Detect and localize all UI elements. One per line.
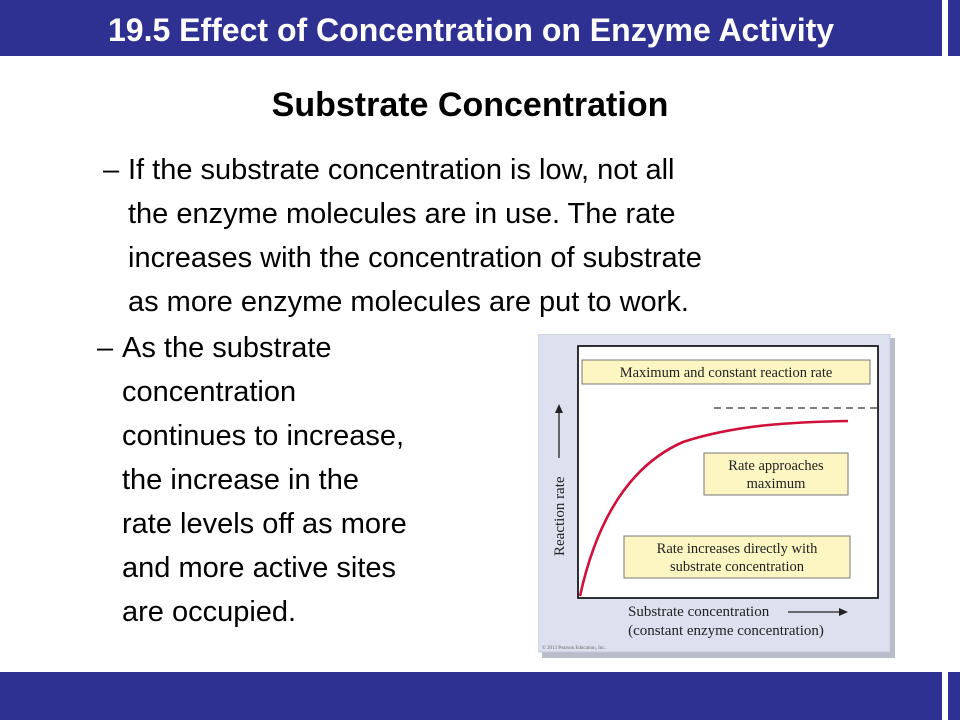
section-heading: Substrate Concentration	[271, 86, 669, 124]
reaction-rate-figure	[538, 334, 895, 658]
bullet-line: and more active sites	[122, 552, 397, 584]
bullet-dash: –	[97, 332, 114, 364]
footer-bar	[0, 672, 942, 720]
callout-approaches-line: maximum	[746, 476, 806, 492]
x-axis-sublabel: (constant enzyme concentration)	[628, 623, 824, 639]
bullet-line: are occupied.	[122, 596, 297, 628]
bullet-line: the enzyme molecules are in use. The rate	[128, 198, 676, 230]
bullet-line: the increase in the	[122, 464, 359, 496]
footer-bar-edge	[948, 672, 960, 720]
callout-approaches-line: Rate approaches	[728, 458, 824, 474]
bullet-low-substrate	[103, 148, 888, 324]
bullet-dash: –	[103, 154, 120, 186]
callout-direct-line: substrate concentration	[669, 559, 805, 575]
bullet-line: If the substrate concentration is low, not all	[128, 154, 675, 186]
bullet-line: continues to increase,	[122, 420, 405, 452]
reaction-rate-diagram	[538, 334, 895, 658]
slide-title: 19.5 Effect of Concentration on Enzyme Activity	[107, 12, 835, 48]
copyright-note: © 2013 Pearson Education, Inc.	[542, 646, 606, 651]
x-axis-label: Substrate concentration	[628, 604, 770, 620]
bullet-line: as more enzyme molecules are put to work.	[128, 286, 689, 318]
bullet-line: rate levels off as more	[122, 508, 407, 540]
bullet-line: concentration	[122, 376, 297, 408]
callout-max-label: Maximum and constant reaction rate	[619, 365, 833, 381]
bullet-saturation	[97, 326, 522, 634]
title-bar-edge	[948, 0, 960, 56]
callout-direct-line: Rate increases directly with	[656, 541, 818, 557]
bullet-line: As the substrate	[122, 332, 332, 364]
bullet-line: increases with the concentration of substrate	[128, 242, 702, 274]
y-axis-label: Reaction rate	[552, 476, 568, 556]
